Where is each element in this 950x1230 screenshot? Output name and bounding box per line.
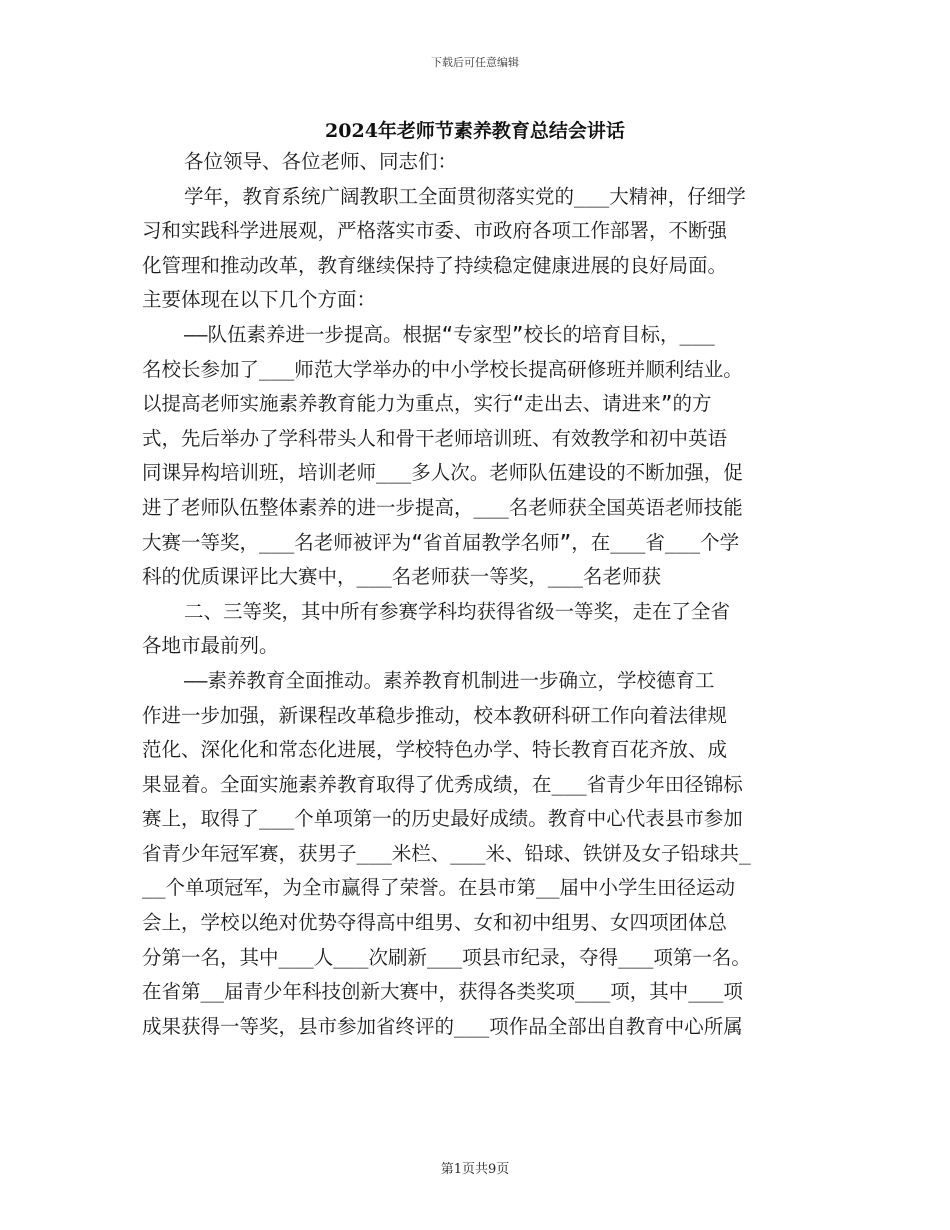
- paragraph-line: 式，先后举办了学科带头人和骨干老师培训班、有效教学和初中英语: [142, 426, 728, 450]
- page-number-footer: 第1页共9页: [440, 1162, 510, 1177]
- paragraph-line: 分第一名，其中___人___次刷新___项县市纪录，夺得___项第一名。: [142, 945, 751, 969]
- paragraph-line: 大赛一等奖，___名老师被评为“省首届教学名师”，在___省___个学: [142, 530, 740, 554]
- paragraph-line: 会上，学校以绝对优势夺得高中组男、女和初中组男、女四项团体总: [142, 911, 728, 935]
- paragraph-line: 以提高老师实施素养教育能力为重点，实行“走出去、请进来”的方: [142, 392, 712, 416]
- paragraph-line: 化管理和推动改革，教育继续保持了持续稳定健康进展的良好局面。: [142, 253, 728, 277]
- document-body: [142, 145, 810, 1044]
- paragraph-line: 范化、深化化和常态化进展，学校特色办学、特长教育百花齐放、成: [142, 738, 728, 762]
- paragraph-line: 作进一步加强，新课程改革稳步推动，校本教研科研工作向着法律规: [142, 703, 728, 727]
- paragraph-line: ——队伍素养进一步提高。根据“专家型”校长的培育目标，___: [184, 322, 715, 346]
- paragraph-line: 省青少年冠军赛，获男子___米栏、___米、铅球、铁饼及女子铅球共_: [142, 841, 751, 865]
- paragraph-line: 成果获得一等奖，县市参加省终评的___项作品全部出自教育中心所属: [142, 1014, 743, 1038]
- paragraph-line: __个单项冠军，为全市赢得了荣誉。在县市第__届中小学生田径运动: [142, 876, 735, 900]
- paragraph-line: 名校长参加了___师范大学举办的中小学校长提高研修班并顺利结业。: [142, 357, 743, 381]
- paragraph-line: 学年，教育系统广阔教职工全面贯彻落实党的___大精神，仔细学: [184, 184, 746, 208]
- document-title: 2024年老师节素养教育总结会讲话: [325, 120, 625, 142]
- paragraph-line: 果显着。全面实施素养教育取得了优秀成绩，在___省青少年田径锦标: [142, 772, 743, 796]
- paragraph-line: 赛上，取得了___个单项第一的历史最好成绩。教育中心代表县市参加: [142, 807, 743, 831]
- paragraph-line: 各地市最前列。: [142, 634, 279, 658]
- paragraph-line: 科的优质课评比大赛中，___名老师获一等奖，___名老师获: [142, 565, 661, 589]
- page-header-note: 下载后可任意编辑: [431, 56, 519, 69]
- salutation-line: 各位领导、各位老师、同志们：: [184, 150, 458, 173]
- paragraph-line: 进了老师队伍整体素养的进一步提高，___名老师获全国英语老师技能: [142, 495, 743, 519]
- paragraph-line: 习和实践科学进展观，严格落实市委、市政府各项工作部署，不断强: [142, 219, 728, 243]
- paragraph-line: 在省第__届青少年科技创新大赛中，获得各类奖项___项，其中___项: [142, 980, 743, 1004]
- paragraph-line: 主要体现在以下几个方面：: [142, 288, 377, 312]
- paragraph-line: ——素养教育全面推动。素养教育机制进一步确立，学校德育工: [184, 668, 715, 692]
- paragraph-line: 二、三等奖，其中所有参赛学科均获得省级一等奖，走在了全省: [184, 599, 731, 623]
- paragraph-line: 同课异构培训班，培训老师___多人次。老师队伍建设的不断加强，促: [142, 461, 743, 485]
